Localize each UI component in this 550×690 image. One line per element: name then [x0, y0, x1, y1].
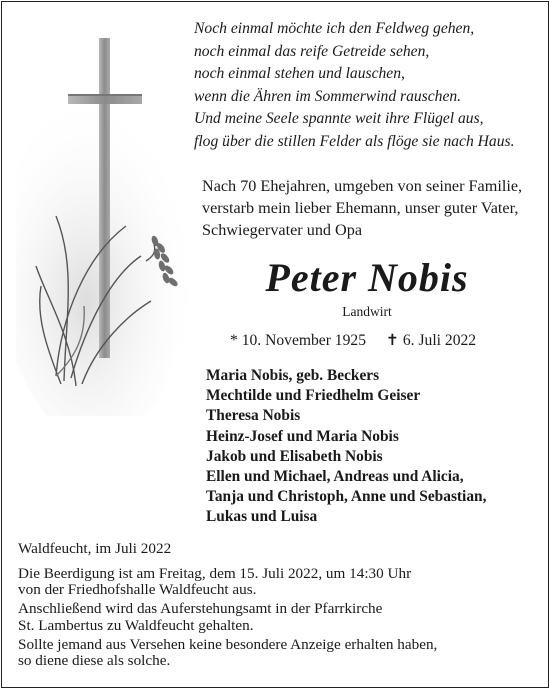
intro-line: verstarb mein lieber Ehemann, unser guter Vater, [202, 199, 519, 217]
apology-line: Sollte jemand aus Versehen keine besondere Anzeige erhalten haben, [18, 635, 438, 653]
deceased-name: Peter Nobis [265, 255, 469, 300]
service-line: St. Lambertus zu Waldfeucht gehalten. [18, 616, 254, 634]
death-date: ✝ 6. Juli 2022 [385, 332, 477, 349]
deceased-occupation: Landwirt [342, 304, 392, 319]
intro-line: Schwiegervater und Opa [202, 221, 363, 239]
poem-line: flog über die stillen Felder als flöge sie nach Haus. [194, 132, 515, 150]
funeral-notice [18, 566, 538, 669]
birth-date: * 10. November 1925 [230, 332, 366, 349]
family-member: Mechtilde und Friedhelm Geiser [206, 387, 421, 405]
family-member: Jakob und Elisabeth Nobis [206, 447, 383, 465]
family-list [206, 366, 546, 528]
place-date: Waldfeucht, im Juli 2022 [18, 540, 172, 557]
intro-line: Nach 70 Ehejahren, umgeben von seiner Familie, [202, 177, 523, 195]
obituary-notice [1, 1, 549, 688]
family-member: Tanja und Christoph, Anne und Sebastian, [206, 488, 487, 506]
family-member: Heinz-Josef und Maria Nobis [206, 427, 399, 445]
service-line: Anschließend wird das Auferstehungsamt in der Pfarrkirche [18, 600, 383, 618]
funeral-line: von der Friedhofshalle Waldfeucht aus. [18, 581, 257, 599]
poem-line: Und meine Seele spannte weit ihre Flügel aus, [194, 110, 484, 128]
poem-line: noch einmal das reife Getreide sehen, [194, 42, 430, 60]
intro-text [202, 175, 547, 241]
family-member: Theresa Nobis [206, 407, 301, 425]
cross-and-wheat-illustration [16, 16, 192, 416]
poem-line: noch einmal stehen und lauschen, [194, 65, 405, 83]
poem [194, 18, 539, 154]
life-dates [230, 331, 550, 351]
family-member: Lukas und Luisa [206, 508, 318, 526]
funeral-line: Die Beerdigung ist am Freitag, dem 15. Juli 2022, um 14:30 Uhr [18, 565, 412, 582]
poem-line: wenn die Ähren im Sommerwind rauschen. [194, 87, 462, 105]
family-member: Maria Nobis, geb. Beckers [206, 367, 380, 384]
apology-line: so diene diese als solche. [18, 652, 171, 670]
family-member: Ellen und Michael, Andreas und Alicia, [206, 468, 464, 486]
poem-line: Noch einmal möchte ich den Feldweg gehen, [194, 20, 475, 37]
